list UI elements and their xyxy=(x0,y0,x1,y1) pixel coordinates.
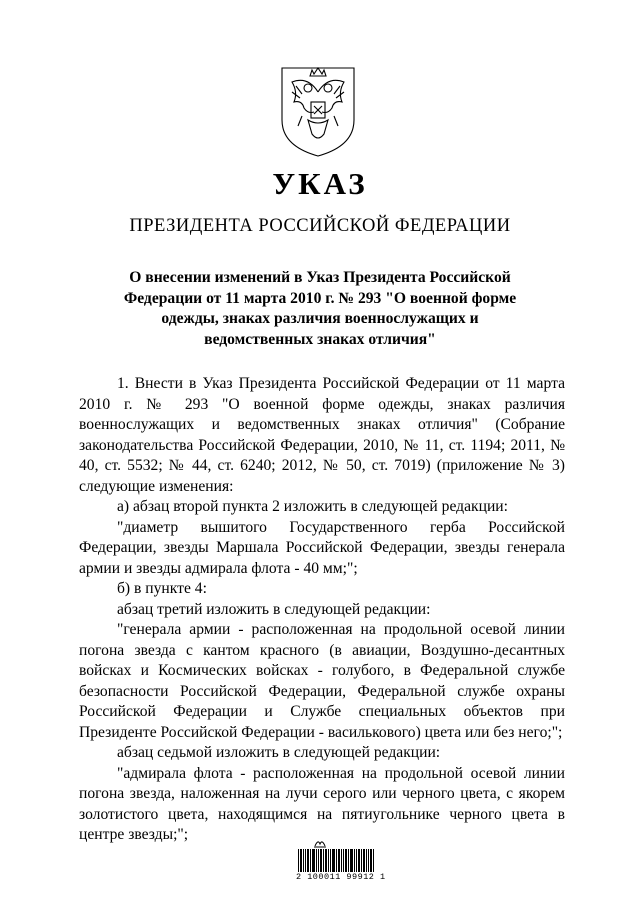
document-subtitle: ПРЕЗИДЕНТА РОССИЙСКОЙ ФЕДЕРАЦИИ xyxy=(129,216,511,236)
body-paragraph-8: "адмирала флота - расположенная на продольной осевой линии погона звезда, наложенная на лучи серого или черного цвета, с якорем золотистого цвета, находящимся на пятиугольнике черного цвета в центре звезды;"; xyxy=(79,764,565,843)
body-paragraph-1: 1. Внести в Указ Президента Российской Федерации от 11 марта 2010 г. № 293 "О военной форме одежды, знаках различия военнослужащих и ведомственных знаках отличия" (Собрание законодательства Российской Федерации, 2010, № 11, ст. 1194; 2011, № 40, ст. 5532; № 44, ст. 6240; 2012, № 50, ст. 7019) (приложение № 3) следующие изменения: xyxy=(79,375,565,495)
body-paragraph-5: абзац третий изложить в следующей редакции: xyxy=(117,600,431,618)
body-paragraph-3: "диаметр вышитого Государственного герба Российской Федерации, звезды Маршала Российской Федерации, звезды генерала армии и звезды адмирала флота - 40 мм;"; xyxy=(79,518,565,577)
barcode-icon xyxy=(298,849,374,872)
barcode-number: 2 100011 99912 1 xyxy=(296,872,386,882)
heading-line: одежды, знаках различия военнослужащих и xyxy=(161,310,479,327)
heading-line: О внесении изменений в Указ Президента Российской xyxy=(129,269,511,286)
body-paragraph-2: а) абзац второй пункта 2 изложить в следующей редакции: xyxy=(117,498,508,515)
body-paragraph-7: абзац седьмой изложить в следующей редакции: xyxy=(117,744,441,761)
body-paragraph-6: "генерала армии - расположенная на продольной осевой линии погона звезда с кантом красного (в авиации, Воздушно-десантных войсках и Космических войсках - голубого, в Федеральной службе безопасности Российской Федерации, Федеральной службе охраны Российской Федерации и Службе специальных объектов при Президенте Российской Федерации - василькового) цвета или без него;"; xyxy=(79,621,565,741)
heading-line: ведомственных знаках отличия" xyxy=(204,330,436,348)
document-title: УКАЗ xyxy=(272,166,368,201)
body-paragraph-4: б) в пункте 4: xyxy=(117,580,207,597)
document-heading xyxy=(100,268,540,350)
coat-of-arms-emblem xyxy=(278,62,358,158)
heading-line: Федерации от 11 марта 2010 г. № 293 "О военной форме xyxy=(123,289,517,307)
document-body xyxy=(79,374,565,846)
footer-mark-icon xyxy=(313,838,327,848)
